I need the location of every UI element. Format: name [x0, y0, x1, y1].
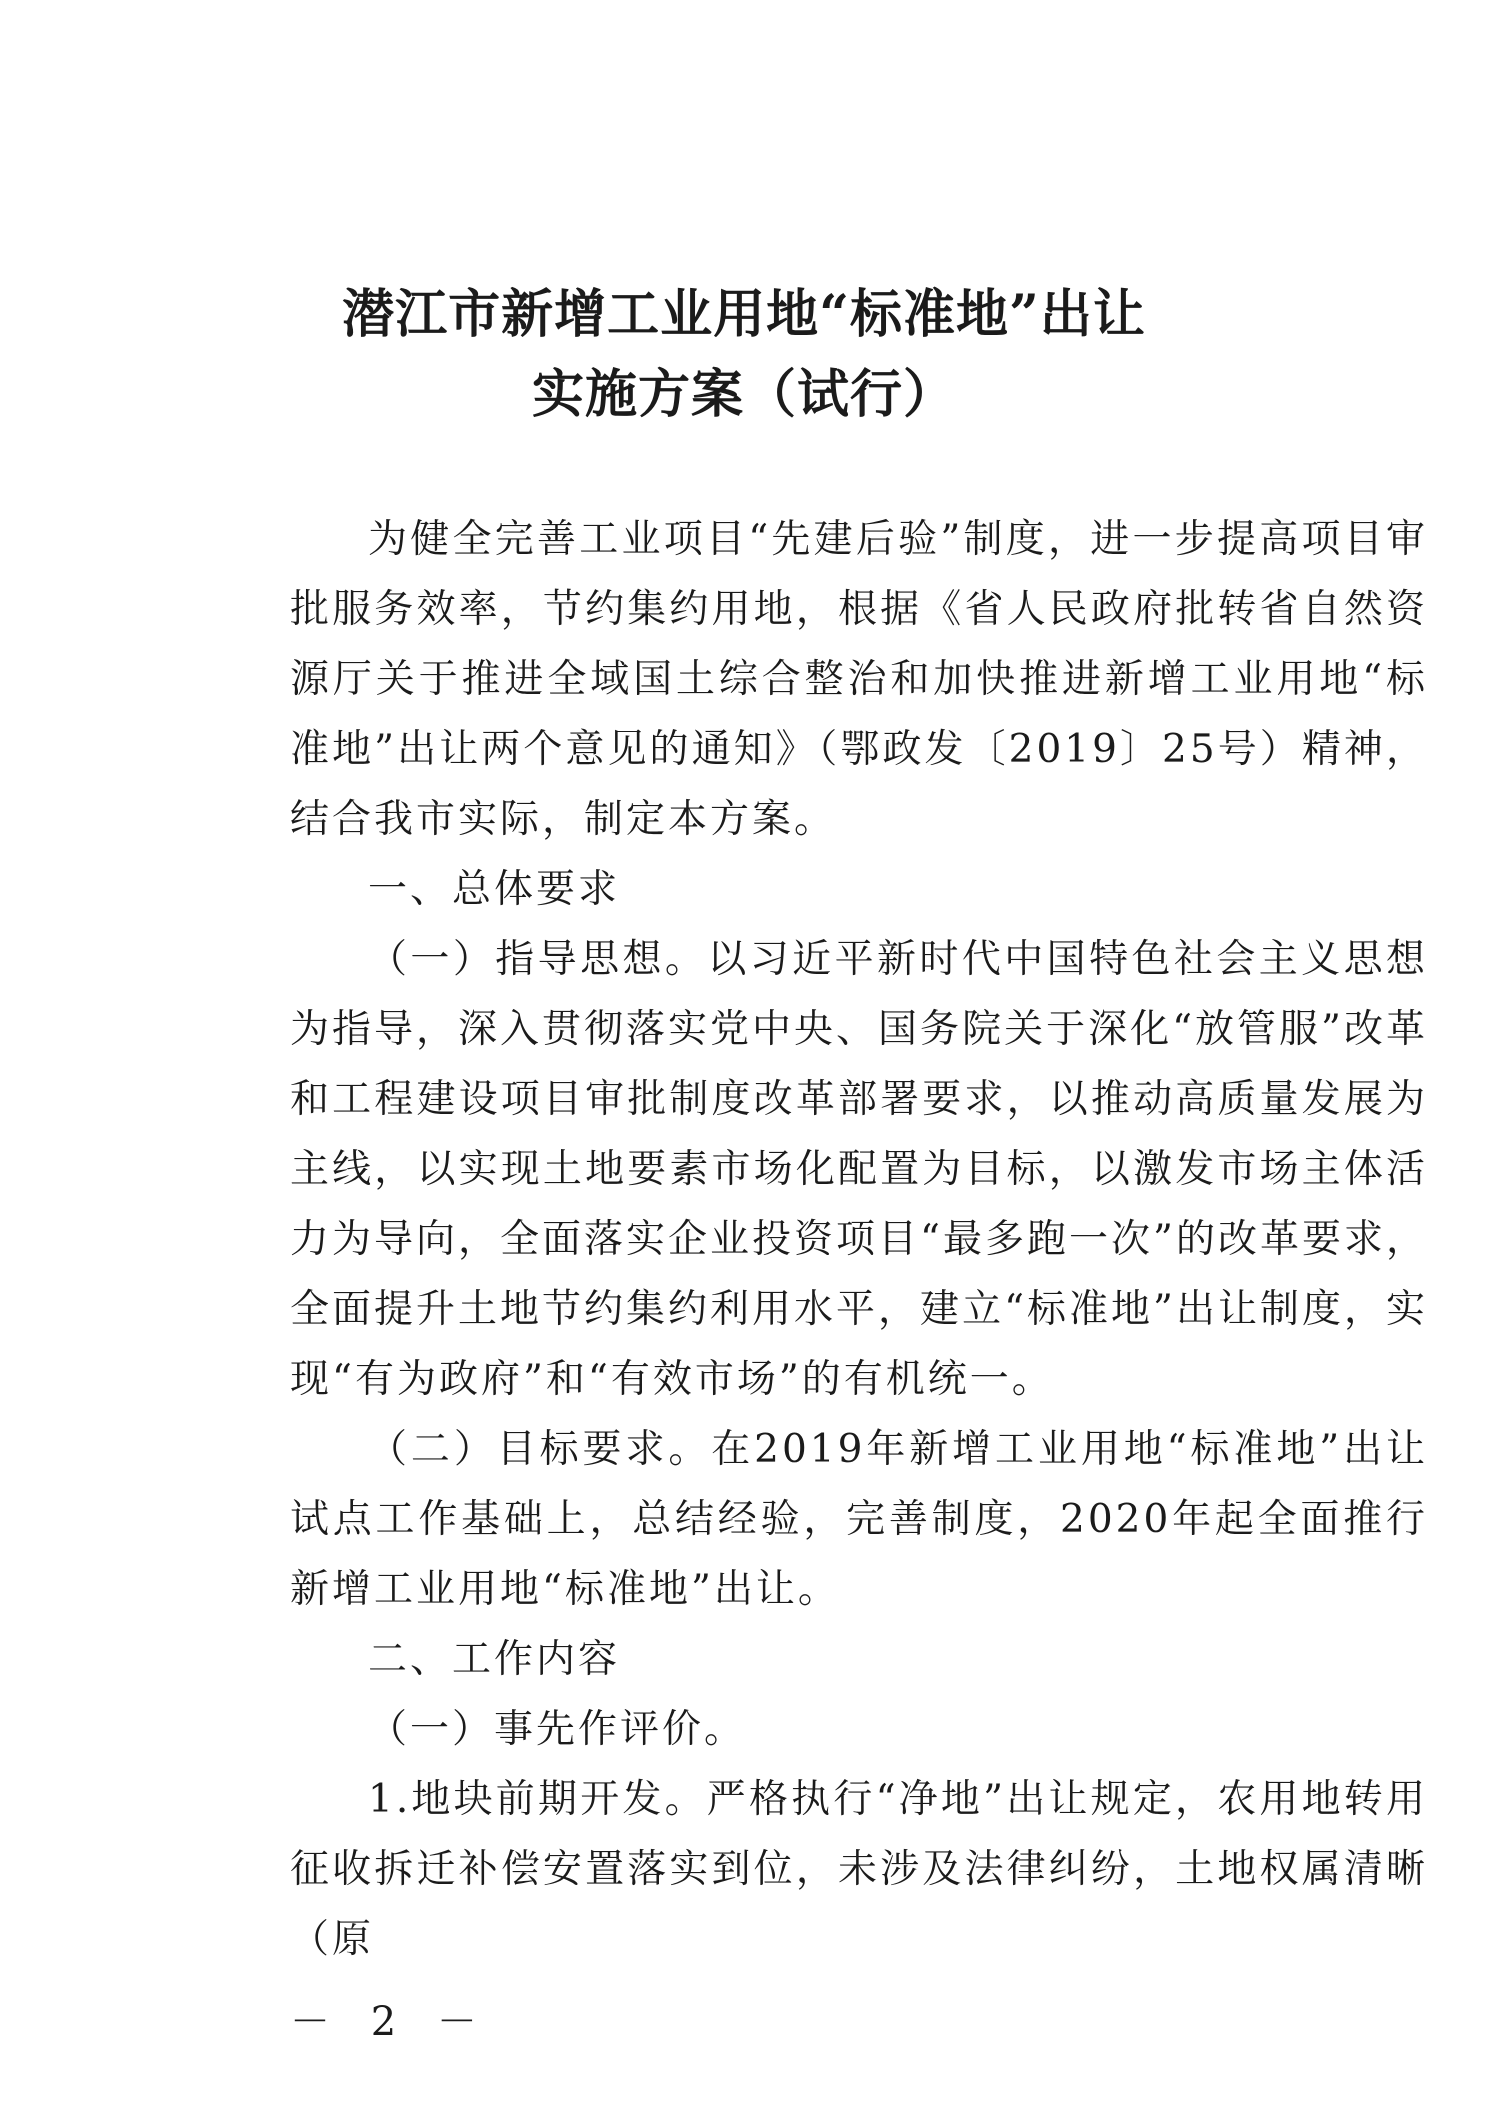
section-heading-2: 二、工作内容	[368, 1637, 621, 1682]
subsection-heading: （一）事先作评价。	[368, 1707, 747, 1752]
paragraph-guiding-thought: （一）指导思想。以习近平新时代中国特色社会主义思想为指导，深入贯彻落实党中央、国务院关于深化“放管服”改革和工程建设项目审批制度改革部署要求，以推动高质量发展为主线，以实现土地要素市场化配置为目标，以激发市场主体活力为导向，全面落实企业投资项目“最多跑一次”的改革要求，全面提升土地节约集约利用水平，建立“标准地”出让制度，实现“有为政府”和“有效市场”的有机统一。	[290, 937, 1428, 1402]
document-body	[290, 505, 1428, 1975]
paragraph-land-development: 1.地块前期开发。严格执行“净地”出让规定，农用地转用征收拆迁补偿安置落实到位，未涉及法律纠纷，土地权属清晰（原	[290, 1777, 1428, 1962]
document-title-line1: 潜江市新增工业用地“标准地”出让	[342, 284, 1146, 345]
section-heading-1: 一、总体要求	[368, 867, 621, 912]
page-number: － 2 －	[290, 1999, 491, 2045]
paragraph-intro: 为健全完善工业项目“先建后验”制度，进一步提高项目审批服务效率，节约集约用地，根据《省人民政府批转省自然资源厅关于推进全域国土综合整治和加快推进新增工业用地“标准地”出让两个意见的通知》（鄂政发〔2019〕25号）精神，结合我市实际，制定本方案。	[290, 517, 1428, 842]
document-title-line2: 实施方案（试行）	[531, 364, 956, 425]
paragraph-target-requirements: （二）目标要求。在2019年新增工业用地“标准地”出让试点工作基础上，总结经验，完善制度，2020年起全面推行新增工业用地“标准地”出让。	[290, 1427, 1428, 1612]
